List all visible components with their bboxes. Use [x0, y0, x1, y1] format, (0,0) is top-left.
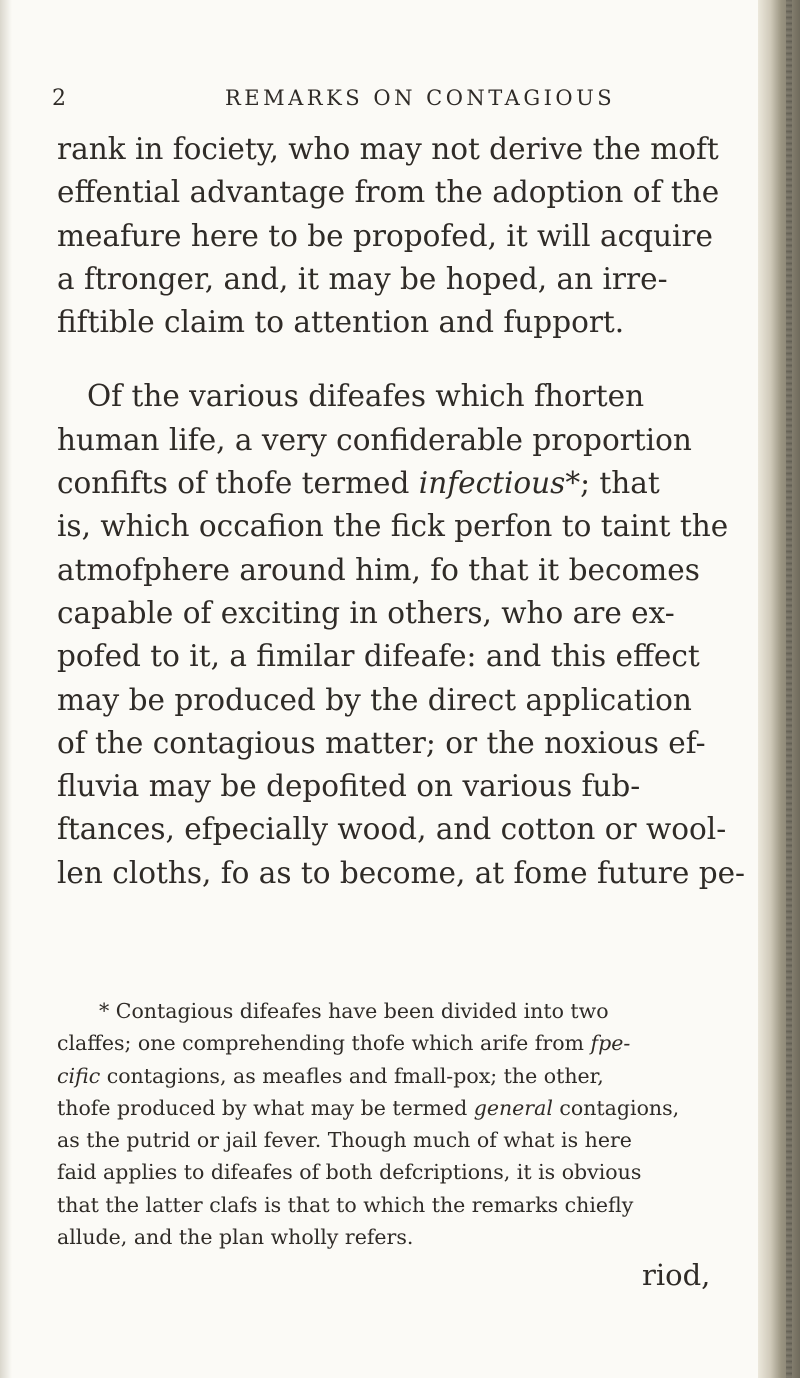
page-gutter-shadow	[0, 0, 12, 1378]
text-line: meafure here to be propofed, it will acquire	[57, 218, 713, 253]
text-line: Of the various difeafes which fhorten	[87, 379, 645, 414]
italic-term: general	[473, 1095, 553, 1120]
italic-term: fpe-	[590, 1031, 631, 1056]
text-line: atmofphere around him, fo that it becomes	[57, 552, 700, 587]
text-line: effential advantage from the adoption of the	[57, 175, 720, 210]
text-line: rank in fociety, who may not derive the moft	[57, 132, 719, 166]
text-line: of the contagious matter; or the noxious ef-	[57, 725, 706, 760]
text-segment: contagions, as meafles and fmall-pox; the other,	[100, 1063, 604, 1088]
binding-edge	[786, 0, 792, 1378]
footnote-marker: *	[99, 999, 110, 1023]
footnote-line	[57, 1027, 757, 1059]
footnote-line	[57, 1092, 757, 1124]
footnote-line: faid applies to difeafes of both defcriptions, it is obvious	[57, 1160, 642, 1185]
text-segment: ; that	[580, 466, 660, 501]
italic-term: infectious	[418, 466, 566, 501]
page-header	[40, 86, 760, 116]
text-line: a ftronger, and, it may be hoped, an irre-	[57, 261, 668, 296]
text-line	[57, 462, 757, 505]
text-segment: Contagious difeafes have been divided into two	[115, 999, 609, 1023]
catchword: riod,	[642, 1258, 711, 1292]
page-edge-shadow	[758, 0, 800, 1378]
footnote-line	[57, 995, 757, 1027]
text-line: may be produced by the direct application	[57, 682, 692, 717]
footnote-line: allude, and the plan wholly refers.	[57, 1225, 414, 1250]
text-line: is, which occafion the fick perfon to taint the	[57, 509, 729, 544]
text-segment: contagions,	[552, 1095, 680, 1120]
text-line: capable of exciting in others, who are ex-	[57, 595, 675, 630]
text-line: pofed to it, a fimilar difeafe: and this effect	[57, 639, 700, 674]
footnote	[57, 995, 757, 1253]
footnote-marker: *	[565, 466, 581, 501]
text-segment: confifts of thofe termed	[57, 466, 419, 501]
footnote-line: that the latter clafs is that to which the remarks chiefly	[57, 1192, 634, 1217]
text-line: ftances, efpecially wood, and cotton or wool-	[57, 812, 727, 847]
text-segment: claffes; one comprehending thofe which arife from	[57, 1031, 591, 1056]
main-text	[57, 128, 757, 895]
text-line: fiftible claim to attention and fupport.	[57, 305, 625, 340]
text-line: human life, a very confiderable proportion	[57, 422, 692, 457]
text-segment: thofe produced by what may be termed	[57, 1095, 474, 1120]
footnote-line: as the putrid or jail fever. Though much of what is here	[57, 1128, 632, 1153]
running-head: REMARKS ON CONTAGIOUS	[225, 86, 616, 110]
text-line: fluvia may be depofited on various fub-	[57, 769, 641, 804]
text-line: len cloths, fo as to become, at fome future pe-	[57, 855, 746, 890]
page-number: 2	[52, 86, 67, 111]
italic-term: cific	[57, 1063, 101, 1088]
footnote-line	[57, 1060, 757, 1092]
